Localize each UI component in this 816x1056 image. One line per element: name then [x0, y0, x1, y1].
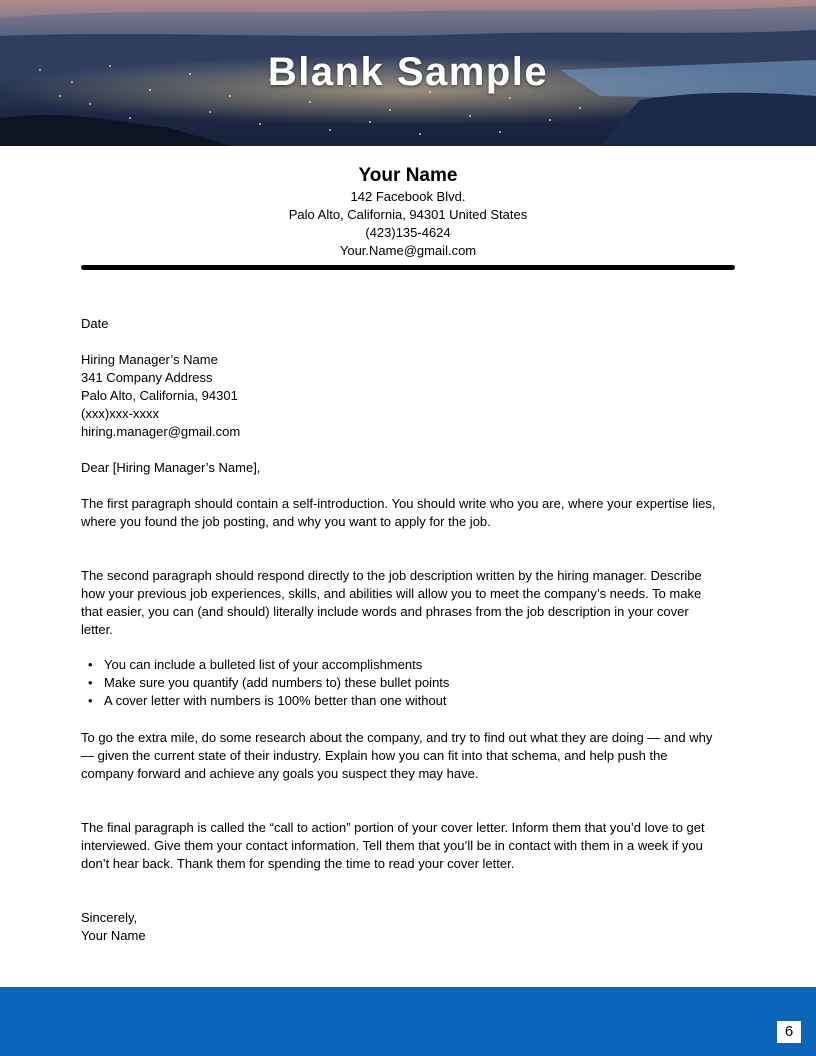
accomplishment-list [81, 656, 721, 710]
letter-date: Date [81, 316, 109, 331]
paragraph-body: The second paragraph should respond directly to the job description written by the hiring manager. Describe how your previous job experiences, skills, and abilities will allow you to meet the company’s needs. To make that easier, you can (and should) literally include words and phrases from the job description in your cover letter. [81, 568, 702, 637]
recipient-address: 341 Company Address [81, 370, 213, 385]
list-item-text: You can include a bulleted list of your accomplishments [104, 657, 423, 672]
header-banner [0, 0, 816, 146]
page-number: 6 [777, 1021, 801, 1043]
paragraph-research: To go the extra mile, do some research about the company, and try to find out what they are doing — and why — given the current state of their industry. Explain how you can fit into that schema, and help push the company forward and achieve any goals you suspect they may have. [81, 730, 713, 781]
applicant-name: Your Name [358, 165, 458, 186]
applicant-address-line1: 142 Facebook Blvd. [350, 189, 466, 204]
bullet-icon: • [88, 675, 93, 690]
salutation: Dear [Hiring Manager’s Name], [81, 460, 261, 475]
list-item [81, 692, 721, 710]
recipient-name: Hiring Manager’s Name [81, 352, 218, 367]
header-divider [81, 265, 735, 270]
recipient-city: Palo Alto, California, 94301 [81, 388, 238, 403]
applicant-phone: (423)135-4624 [365, 225, 451, 240]
recipient-email: hiring.manager@gmail.com [81, 424, 241, 439]
list-item [81, 674, 721, 692]
banner-title: Blank Sample [267, 50, 549, 94]
recipient-block [81, 351, 721, 441]
bullet-icon: • [88, 657, 93, 672]
recipient-phone: (xxx)xxx-xxxx [81, 406, 159, 421]
applicant-address-line2: Palo Alto, California, 94301 United States [288, 207, 528, 222]
footer-bar [0, 987, 816, 1056]
applicant-contact [0, 188, 816, 260]
paragraph-call-to-action: The final paragraph is called the “call to action” portion of your cover letter. Inform them that you’d love to get interviewed. Give them your contact information. Tell them that you’ll be in contact with them in a week if you don’t hear back. Thank them for spending the time to read your cover letter. [81, 820, 705, 871]
bullet-icon: • [88, 693, 93, 708]
paragraph-intro: The first paragraph should contain a self-introduction. You should write who you are, where your expertise lies, where you found the job posting, and why you want to apply for the job. [81, 496, 716, 529]
list-item [81, 656, 721, 674]
list-item-text: A cover letter with numbers is 100% better than one without [104, 693, 447, 708]
closing: Sincerely, [81, 910, 138, 925]
applicant-email: Your.Name@gmail.com [339, 243, 477, 258]
closing-block [81, 909, 721, 945]
signature: Your Name [81, 928, 146, 943]
list-item-text: Make sure you quantify (add numbers to) these bullet points [104, 675, 450, 690]
